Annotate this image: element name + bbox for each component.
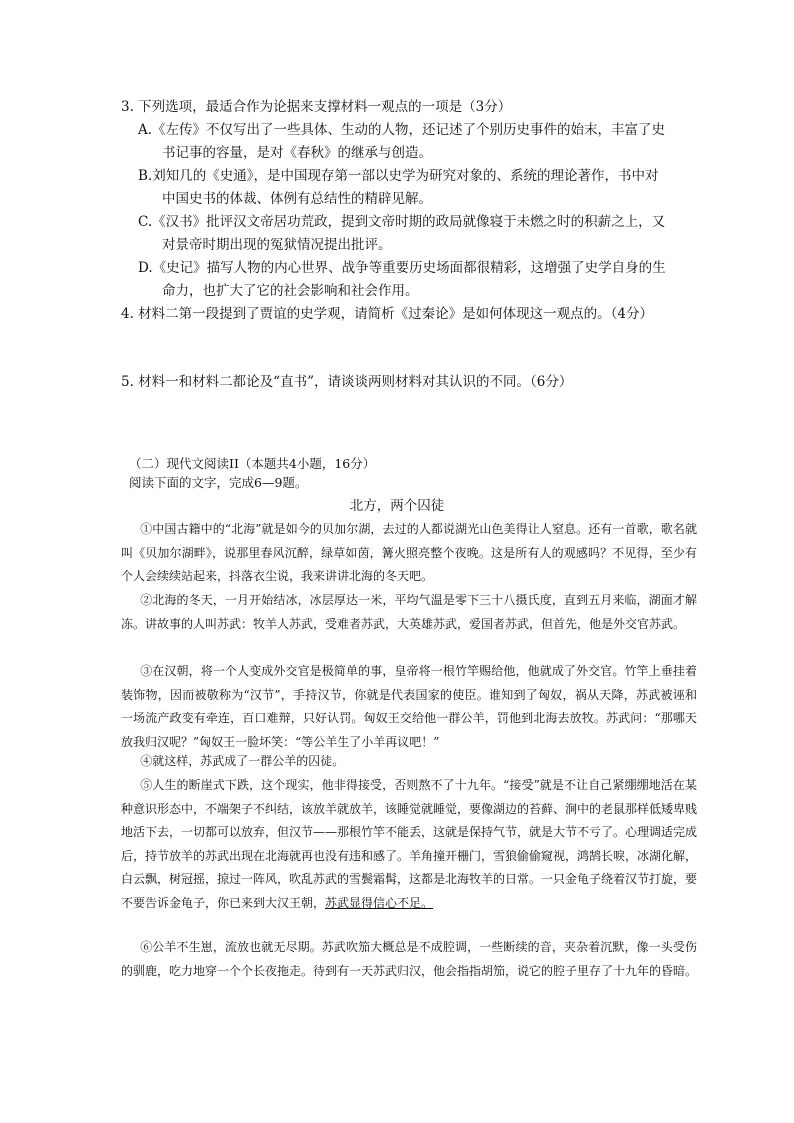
- question-3-stem: 3. 下列选项，最适合作为论据来支撑材料一观点的一项是（3分）: [121, 99, 512, 115]
- section-header: （二）现代文阅读II（本题共4小题，16分）: [129, 456, 376, 471]
- paragraph-3: ③在汉朝，将一个人变成外交官是极简单的事，皇帝将一根竹竿赐给他，他就成了外交官。竹竿上垂挂着装饰物，因而被敬称为“汉节”，手持汉节，你就是代表国家的使臣。谁知到了匈奴，祸从天降，苏武被诬和一场流产政变有牵连，百口难辩，只好认罚。匈奴王交给他一群公羊，罚他到北海去放牧。苏武问：“那哪天放我归汉呢？”匈奴王一脸坏笑：“等公羊生了小羊再议吧！”: [121, 664, 697, 749]
- option-a-line2: 书记事的容量，是对《春秋》的继承与创造。: [162, 145, 432, 161]
- paragraph-5-underlined: 苏武显得信心不足。: [325, 895, 434, 910]
- option-c-line1: C.《汉书》批评汉文帝居功荒政，提到文帝时期的政局就像寝于未燃之时的积薪之上，又: [138, 214, 666, 230]
- question-5: 5. 材料一和材料二都论及“直书”，请谈谈两则材料对其认识的不同。（6分）: [121, 374, 573, 390]
- section-instruction: 阅读下面的文字，完成6—9题。: [129, 475, 308, 490]
- paragraph-5-text: ⑤人生的断崖式下跌，这个现实，他非得接受，否则熬不了十九年。“接受”就是不让自己紧绷绷地活在某种意识形态中，不端架子不纠结，该放羊就放羊，该睡觉就睡觉，要像湖边的苔藓、涧中的老鼠那样低矮卑贱地活下去，一切都可以放弃，但汉节——那根竹竿不能丢，这就是保持气节，就是大节不亏了。心理调适完成后，持节放羊的苏武出现在北海就再也没有违和感了。羊角撞开栅门，雪狼偷偷窥视，鸿鹄长唳，冰湖化解，白云飘，树冠摇，掠过一阵风，吹乱苏武的雪鬓霜髯，这都是北海牧羊的日常。一只金龟子绕着汉节打旋，要不要告诉金龟子，你已来到大汉王朝，: [121, 778, 698, 910]
- paragraph-2: ②北海的冬天，一月开始结冰，冰层厚达一米，平均气温是零下三十八摄氏度，直到五月来临，湖面才解冻。讲故事的人叫苏武：牧羊人苏武，受难者苏武，大英雄苏武，爱国者苏武，但首先，他是外交官苏武。: [121, 593, 697, 631]
- option-b-line1: B.刘知几的《史通》，是中国现存第一部以史学为研究对象的、系统的理论著作，书中对: [138, 168, 659, 184]
- paragraph-4: ④就这样，苏武成了一群公羊的囚徒。: [140, 754, 345, 768]
- paragraph-6: ⑥公羊不生崽，流放也就无尽期。苏武吹笳大概总是不成腔调，一些断续的音，夹杂着沉默，像一头受伤的驯鹿，吃力地穿一个个长夜拖走。待到有一天苏武归汉，他会指指胡笳，说它的腔子里存了十九年的昏暗。: [121, 940, 698, 978]
- paragraph-1: ①中国古籍中的“北海”就是如今的贝加尔湖，去过的人都说湖光山色美得让人窒息。还有一首歌，歌名就叫《贝加尔湖畔》，说那里春风沉醉，绿草如茵，篝火照亮整个夜晚。这是所有人的观感吗？不见得，至少有个人会续续站起来，抖落衣尘说，我来讲讲北海的冬天吧。: [121, 522, 697, 583]
- option-a-line1: A.《左传》不仅写出了一些具体、生动的人物，还记述了个别历史事件的始末，丰富了史: [138, 122, 666, 138]
- paragraph-5: [121, 774, 697, 915]
- question-4: 4. 材料二第一段提到了贾谊的史学观，请简析《过秦论》是如何体现这一观点的。（4分）: [121, 306, 654, 322]
- option-d-line1: D.《史记》描写人物的内心世界、战争等重要历史场面都很精彩，这增强了史学自身的生: [138, 260, 666, 276]
- option-d-line2: 命力，也扩大了它的社会影响和社会作用。: [162, 283, 419, 299]
- passage-title: 北方，两个囚徒: [349, 498, 445, 514]
- option-b-line2: 中国史书的体裁、体例有总结性的精辟见解。: [162, 191, 432, 207]
- option-c-line2: 对景帝时期出现的冤狱情况提出批评。: [162, 237, 392, 253]
